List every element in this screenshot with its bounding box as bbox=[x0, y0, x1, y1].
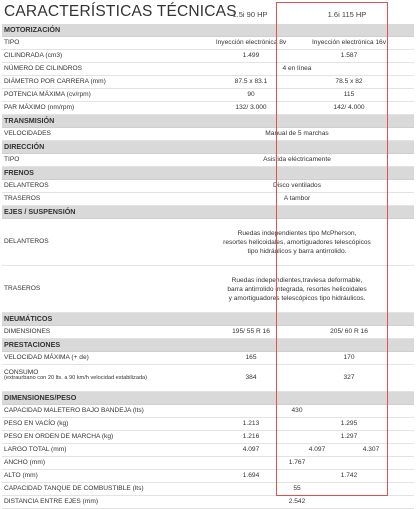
spec-label: DISTANCIA ENTRE EJES (mm) bbox=[4, 498, 99, 505]
section-header bbox=[2, 339, 414, 352]
spec-label: VELOCIDAD MÁXIMA (+ de) bbox=[4, 354, 89, 361]
spec-label: PESO EN ORDEN DE MARCHA (kg) bbox=[4, 433, 114, 440]
spec-value: 4.097 bbox=[308, 446, 326, 453]
spec-value-line: Ruedas independientes tipo McPherson, bbox=[237, 229, 357, 237]
spec-value: Asistida eléctricamente bbox=[263, 156, 331, 163]
spec-label: CONSUMO bbox=[4, 369, 39, 376]
spec-label: TIPO bbox=[4, 156, 20, 163]
spec-sublabel: (extraurbano con 20 lts. a 90 km/h velocidad estabilizada) bbox=[4, 375, 148, 381]
spec-value: 1.587 bbox=[340, 52, 358, 59]
spec-value: 165 bbox=[245, 354, 257, 361]
spec-value: 1.499 bbox=[242, 52, 260, 59]
spec-value: 170 bbox=[343, 354, 355, 361]
section-title: DIRECCIÓN bbox=[4, 142, 45, 151]
spec-row bbox=[2, 457, 414, 470]
spec-table bbox=[2, 24, 414, 509]
spec-value: 1.216 bbox=[242, 433, 260, 440]
spec-row bbox=[2, 365, 414, 392]
spec-value-line: y amortiguadores telescópicos tipo hidráulicos. bbox=[228, 294, 366, 302]
spec-row bbox=[2, 89, 414, 102]
section-title: TRANSMISIÓN bbox=[4, 116, 55, 125]
spec-value: Disco ventilados bbox=[272, 182, 321, 189]
spec-row bbox=[2, 128, 414, 141]
spec-value: 430 bbox=[291, 407, 303, 414]
section-header bbox=[2, 115, 414, 128]
spec-row bbox=[2, 37, 414, 50]
section-header bbox=[2, 167, 414, 180]
spec-label: DIÁMETRO POR CARRERA (mm) bbox=[4, 78, 106, 85]
spec-label: TIPO bbox=[4, 39, 20, 46]
section-title: NEUMÁTICOS bbox=[4, 314, 53, 323]
spec-row bbox=[2, 180, 414, 193]
section-header bbox=[2, 392, 414, 405]
spec-value: 1.742 bbox=[340, 472, 358, 479]
spec-row bbox=[2, 496, 414, 509]
spec-value: Inyección electrónica 16v bbox=[311, 39, 387, 46]
column-header-1: 1.5i 90 HP bbox=[232, 10, 268, 19]
spec-value: Inyección electrónica 8v bbox=[215, 39, 287, 46]
spec-row bbox=[2, 154, 414, 167]
spec-value: A tambor bbox=[283, 195, 311, 202]
spec-label: TRASEROS bbox=[4, 285, 41, 292]
spec-label: LARGO TOTAL (mm) bbox=[4, 446, 67, 453]
spec-row bbox=[2, 219, 414, 266]
spec-label: CAPACIDAD MALETERO BAJO BANDEJA (lts) bbox=[4, 407, 144, 414]
spec-value-line: Ruedas independientes,traviesa deformable, bbox=[231, 276, 363, 284]
spec-label: POTENCIA MÁXIMA (cv/rpm) bbox=[4, 91, 91, 98]
spec-value bbox=[198, 276, 396, 303]
spec-value bbox=[198, 229, 396, 256]
spec-value: 4.307 bbox=[362, 446, 380, 453]
spec-row bbox=[2, 431, 414, 444]
spec-label: CAPACIDAD TANQUE DE COMBUSTIBLE (lts) bbox=[4, 485, 144, 492]
spec-value-line: barra antirrolido integrada, resortes helicoidales bbox=[227, 285, 367, 293]
spec-value-line: resortes helicoidales, amortiguadores telescópicos bbox=[223, 238, 371, 246]
spec-row bbox=[2, 444, 414, 457]
spec-value: 384 bbox=[245, 374, 257, 381]
spec-row bbox=[2, 76, 414, 89]
spec-label: PESO EN VACÍO (kg) bbox=[4, 420, 69, 427]
spec-label: NÚMERO DE CILINDROS bbox=[4, 65, 83, 72]
section-title: FRENOS bbox=[4, 168, 34, 177]
spec-value: 1.213 bbox=[242, 420, 260, 427]
spec-value: 1.295 bbox=[340, 420, 358, 427]
spec-value: 78.5 x 82 bbox=[335, 78, 363, 85]
section-header bbox=[2, 24, 414, 37]
spec-row bbox=[2, 418, 414, 431]
spec-label: CILINDRADA (cm3) bbox=[4, 52, 63, 59]
spec-row bbox=[2, 470, 414, 483]
spec-row bbox=[2, 326, 414, 339]
spec-value: 195/ 55 R 16 bbox=[232, 328, 270, 335]
spec-value: 87.5 x 83.1 bbox=[234, 78, 268, 85]
spec-label: ALTO (mm) bbox=[4, 472, 38, 479]
spec-value-line: tipo hidráulicos y barra antirrolido. bbox=[247, 247, 347, 255]
spec-value: 90 bbox=[247, 91, 255, 98]
spec-row bbox=[2, 193, 414, 206]
spec-row bbox=[2, 352, 414, 365]
spec-label: TRASEROS bbox=[4, 195, 41, 202]
section-header bbox=[2, 206, 414, 219]
column-header-2: 1.6i 115 HP bbox=[327, 10, 367, 19]
spec-label: ANCHO (mm) bbox=[4, 459, 46, 466]
spec-value: 1.297 bbox=[340, 433, 358, 440]
spec-row bbox=[2, 102, 414, 115]
spec-value: 115 bbox=[343, 91, 355, 98]
spec-value: 327 bbox=[343, 374, 355, 381]
spec-value: 1.767 bbox=[288, 459, 306, 466]
spec-value: 142/ 4.000 bbox=[333, 104, 365, 111]
spec-value: 132/ 3.000 bbox=[235, 104, 267, 111]
spec-label: DIMENSIONES bbox=[4, 328, 51, 335]
spec-value: Manual de 5 marchas bbox=[265, 130, 329, 137]
spec-label: DELANTEROS bbox=[4, 238, 49, 245]
spec-row bbox=[2, 266, 414, 313]
page-title: CARACTERÍSTICAS TÉCNICAS bbox=[4, 3, 237, 20]
section-header bbox=[2, 313, 414, 326]
section-title: DIMENSIONES/PESO bbox=[4, 393, 77, 402]
spec-row bbox=[2, 50, 414, 63]
spec-row bbox=[2, 483, 414, 496]
spec-value: 2.542 bbox=[288, 498, 306, 505]
section-header bbox=[2, 141, 414, 154]
spec-row bbox=[2, 63, 414, 76]
spec-row bbox=[2, 405, 414, 418]
section-title: PRESTACIONES bbox=[4, 340, 61, 349]
section-title: MOTORIZACIÓN bbox=[4, 25, 61, 34]
spec-label: PAR MÁXIMO (nm/rpm) bbox=[4, 104, 75, 111]
spec-value: 1.694 bbox=[242, 472, 260, 479]
spec-label: DELANTEROS bbox=[4, 182, 49, 189]
spec-value: 4.097 bbox=[242, 446, 260, 453]
spec-value: 55 bbox=[293, 485, 301, 492]
section-title: EJES / SUSPENSIÓN bbox=[4, 207, 76, 216]
spec-value: 4 en línea bbox=[282, 65, 312, 72]
spec-label: VELOCIDADES bbox=[4, 130, 51, 137]
spec-value: 205/ 60 R 16 bbox=[330, 328, 368, 335]
